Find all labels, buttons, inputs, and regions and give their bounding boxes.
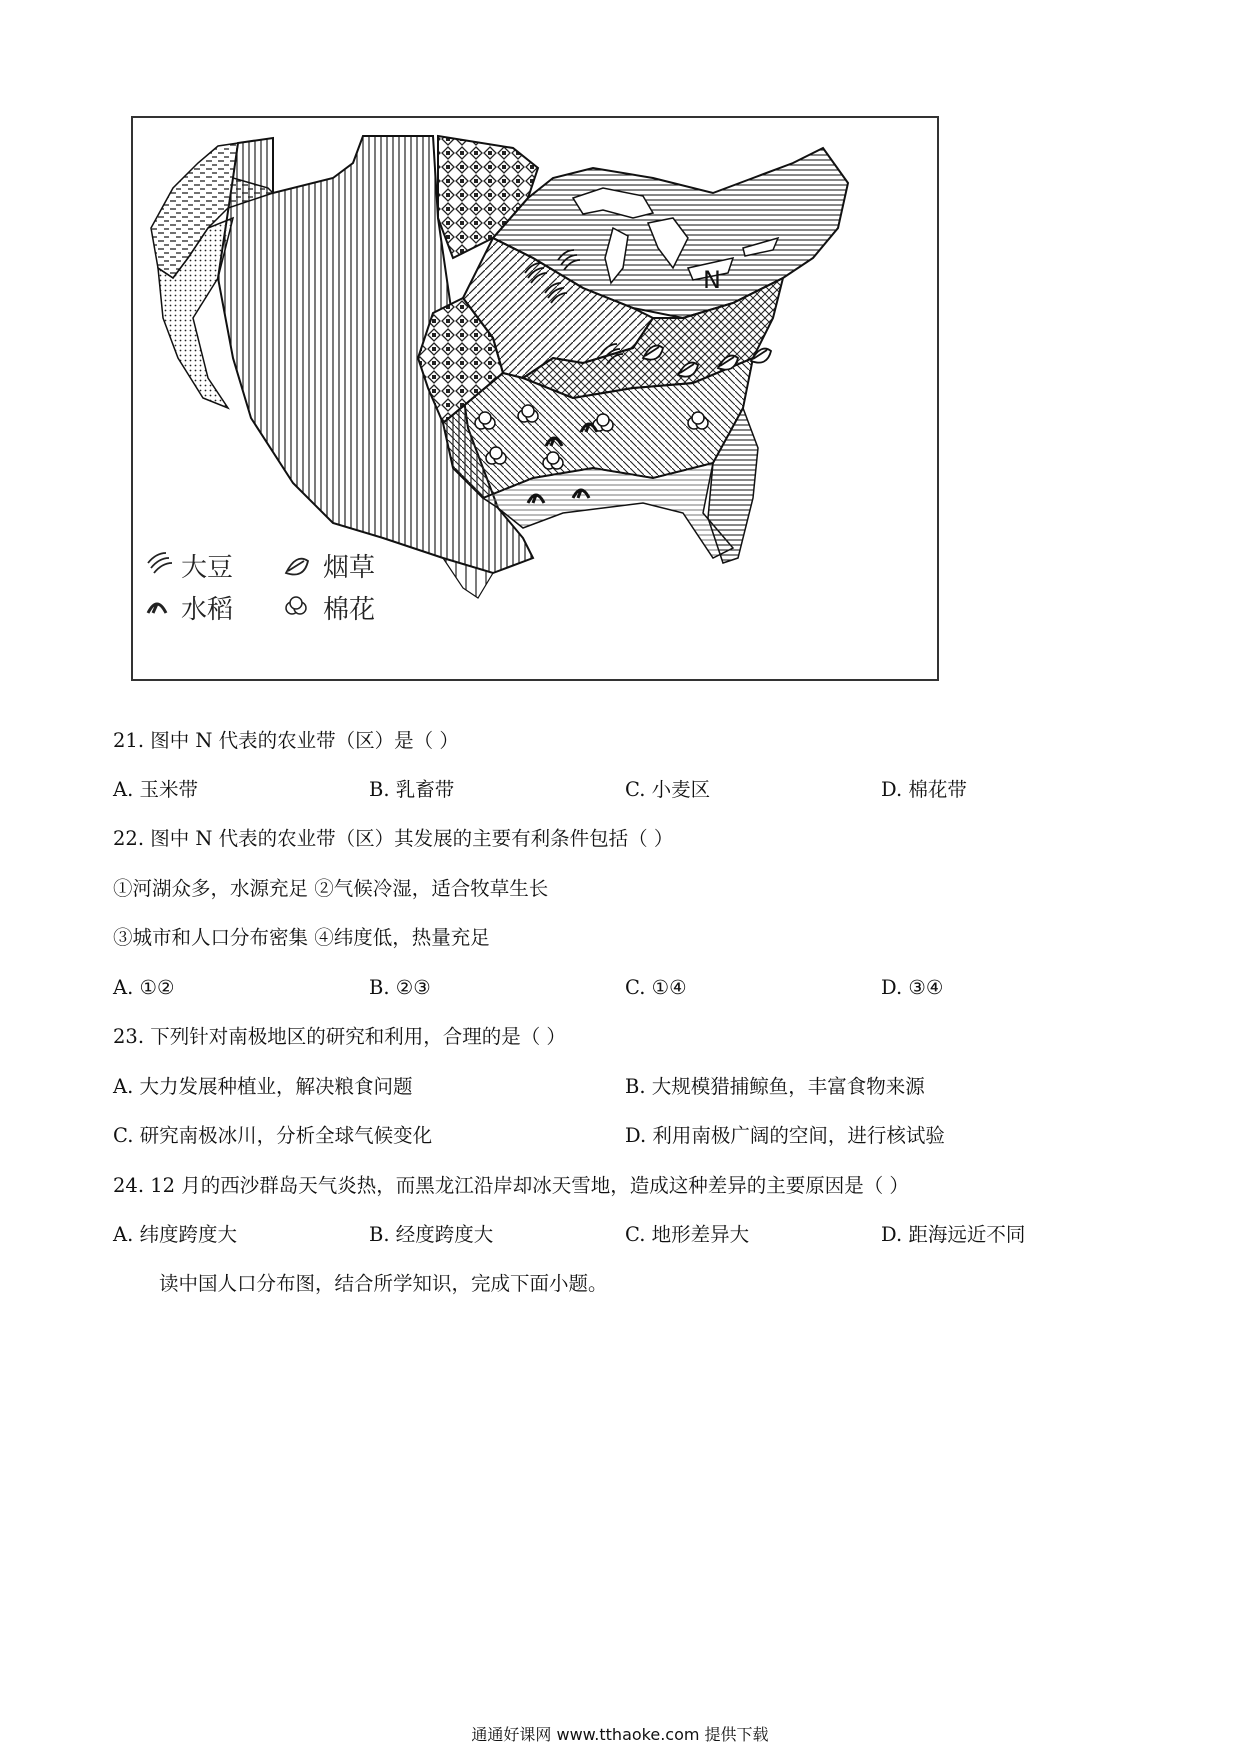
q24-option-d[interactable]: D. 距海远近不同 (881, 1223, 1026, 1246)
q23-option-d[interactable]: D. 利用南极广阔的空间，进行核试验 (625, 1124, 945, 1147)
q22-option-a[interactable]: A. ①② (113, 976, 175, 999)
question-21-stem: 21. 图中 N 代表的农业带（区）是（ ） (113, 729, 459, 752)
q22-option-b[interactable]: B. ②③ (369, 976, 431, 999)
question-24-stem: 24. 12 月的西沙群岛天气炎热，而黑龙江沿岸却冰天雪地，造成这种差异的主要原因是（ ） (113, 1174, 909, 1197)
q21-option-d[interactable]: D. 棉花带 (881, 778, 967, 801)
q22-option-c[interactable]: C. ①④ (625, 976, 687, 999)
q22-option-d[interactable]: D. ③④ (881, 976, 944, 999)
q24-option-c[interactable]: C. 地形差异大 (625, 1223, 750, 1246)
map-legend (148, 553, 375, 625)
legend-cotton: 棉花 (323, 595, 376, 625)
page-footer: 通通好课网 www.tthaoke.com 提供下载 (471, 1725, 769, 1744)
q23-option-c[interactable]: C. 研究南极冰川，分析全球气候变化 (113, 1124, 433, 1147)
us-agriculture-map (131, 116, 939, 681)
question-23-stem: 23. 下列针对南极地区的研究和利用，合理的是（ ） (113, 1025, 566, 1048)
q21-option-b[interactable]: B. 乳畜带 (369, 778, 455, 801)
q21-option-a[interactable]: A. 玉米带 (113, 778, 198, 801)
legend-tobacco: 烟草 (323, 553, 376, 583)
q22-statements-2: ③城市和人口分布密集 ④纬度低，热量充足 (113, 926, 490, 949)
q21-option-c[interactable]: C. 小麦区 (625, 778, 711, 801)
legend-rice: 水稻 (181, 595, 234, 625)
q23-option-a[interactable]: A. 大力发展种植业，解决粮食问题 (113, 1075, 413, 1098)
q24-option-b[interactable]: B. 经度跨度大 (369, 1223, 494, 1246)
intro-text: 读中国人口分布图，结合所学知识，完成下面小题。 (159, 1272, 608, 1295)
q24-option-a[interactable]: A. 纬度跨度大 (113, 1223, 237, 1246)
q22-statements-1: ①河湖众多，水源充足 ②气候冷湿，适合牧草生长 (113, 877, 549, 900)
region-n-label: N (703, 266, 721, 294)
question-22-stem: 22. 图中 N 代表的农业带（区）其发展的主要有利条件包括（ ） (113, 827, 674, 850)
legend-soybean: 大豆 (181, 553, 234, 583)
q23-option-b[interactable]: B. 大规模猎捕鲸鱼，丰富食物来源 (625, 1075, 925, 1098)
